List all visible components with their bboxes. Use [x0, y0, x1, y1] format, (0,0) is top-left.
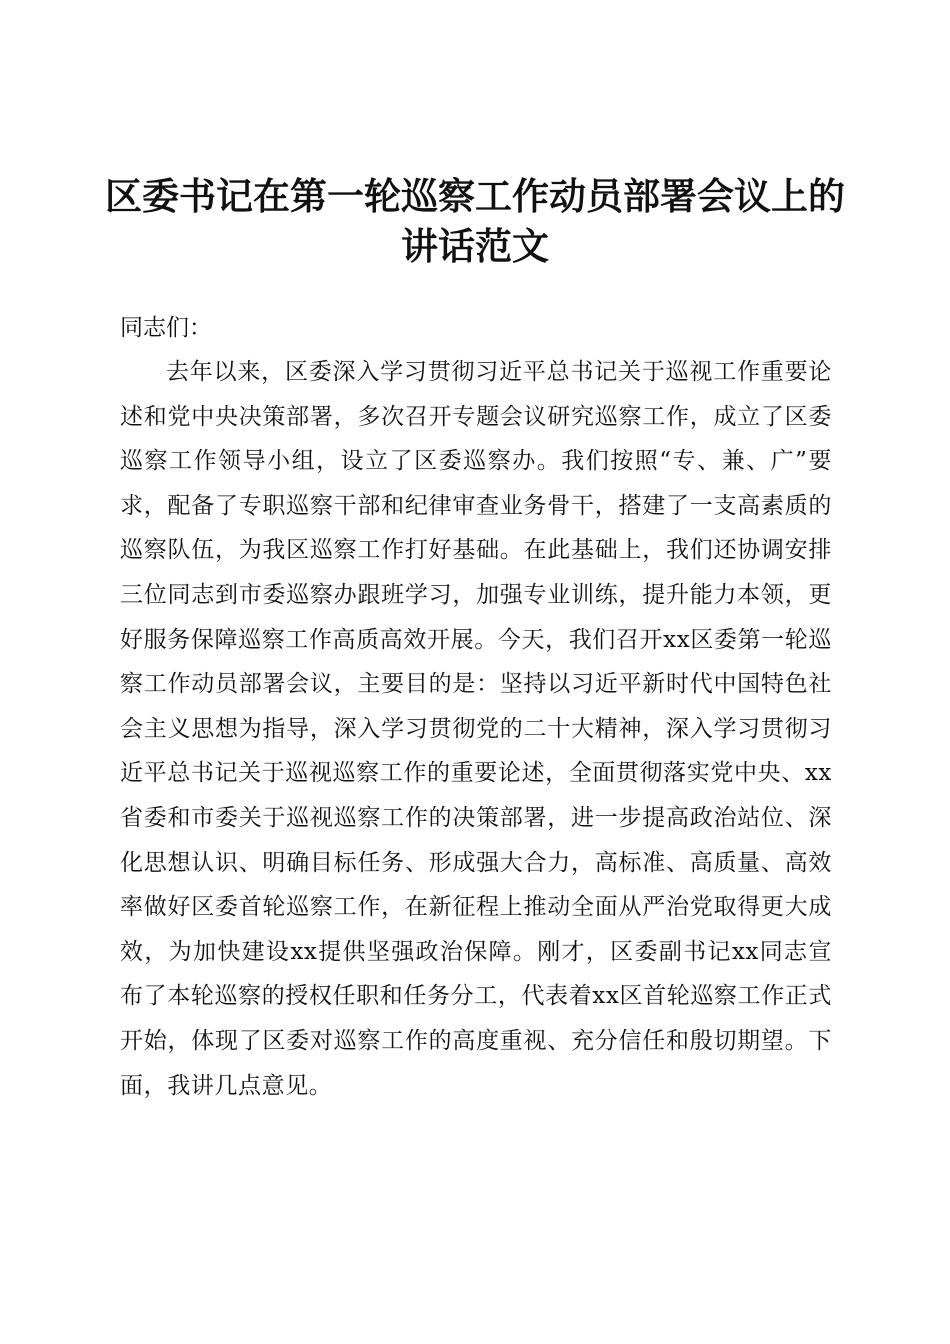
document-title: 区委书记在第一轮巡察工作动员部署会议上的讲话范文: [105, 175, 845, 268]
greeting: 同志们：: [120, 315, 212, 341]
body-paragraph: 去年以来，区委深入学习贯彻习近平总书记关于巡视工作重要论述和党中央决策部署，多次召开专题会议研究巡察工作，成立了区委巡察工作领导小组，设立了区委巡察办。我们按照“专、兼、广”要求，配备了专职巡察干部和纪律审查业务骨干，搭建了一支高素质的巡察队伍，为我区巡察工作打好基础。在此基础上，我们还协调安排三位同志到市委巡察办跟班学习，加强专业训练，提升能力本领，更好服务保障巡察工作高质高效开展。今天，我们召开xx区委第一轮巡察工作动员部署会议，主要目的是：坚持以习近平新时代中国特色社会主义思想为指导，深入学习贯彻党的二十大精神，深入学习贯彻习近平总书记关于巡视巡察工作的重要论述，全面贯彻落实党中央、xx省委和市委关于巡视巡察工作的决策部署，进一步提高政治站位、深化思想认识、明确目标任务、形成强大合力，高标准、高质量、高效率做好区委首轮巡察工作，在新征程上推动全面从严治党取得更大成效，为加快建设xx提供坚强政治保障。刚才，区委副书记xx同志宣布了本轮巡察的授权任职和任务分工，代表着xx区首轮巡察工作正式开始，体现了区委对巡察工作的高度重视、充分信任和殷切期望。下面，我讲几点意见。: [120, 359, 832, 1099]
